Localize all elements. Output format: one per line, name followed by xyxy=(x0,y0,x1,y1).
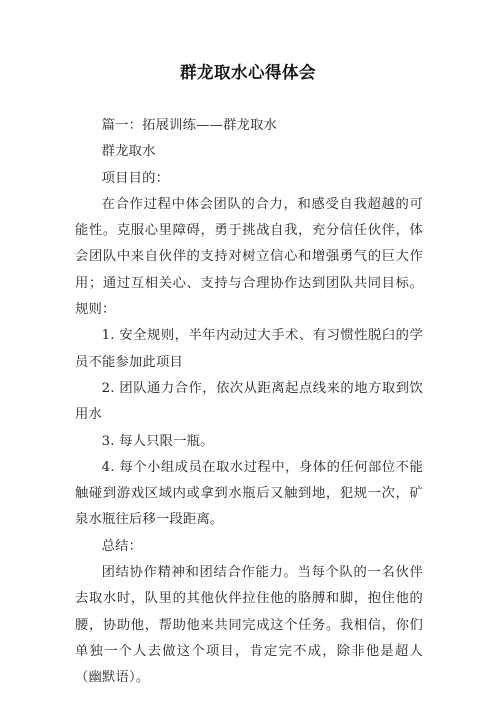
summary-paragraph: 团结协作精神和团结合作能力。当每个队的一名伙伴去取水时，队里的其他伙伴拉住他的胳膊和脚，抱住他的腰，协助他，帮助他来共同完成这个任务。我相信，你们单独一个人去做这个项目，肯定完不成，除非他是超人（幽默语）。 xyxy=(75,565,423,686)
rule-item-4: 4. 每个小组成员在取水过程中，身体的任何部位不能触碰到游戏区域内或拿到水瓶后又触到地，犯规一次，矿泉水瓶往后移一段距离。 xyxy=(75,459,423,528)
summary-heading: 总结： xyxy=(101,538,143,554)
purpose-paragraph: 在合作过程中体会团队的合力，和感受自我超越的可能性。克服心里障碍，勇于挑战自我，充分信任伙伴，体会团队中来自伙伴的支持对树立信心和增强勇气的巨大作用；通过互相关心、支持与合理协作达到团队共同目标。 规则： xyxy=(75,196,423,318)
project-name: 群龙取水 xyxy=(101,144,156,160)
document-title: 群龙取水心得体会 xyxy=(180,63,316,82)
rule-item-2: 2. 团队通力合作，依次从距离起点线来的地方取到饮用水 xyxy=(75,380,423,423)
document-body xyxy=(75,113,423,692)
rule-item-3: 3. 每人只限一瓶。 xyxy=(101,433,214,449)
purpose-heading: 项目目的： xyxy=(101,170,170,186)
section-heading: 篇一：拓展训练——群龙取水 xyxy=(101,118,278,133)
rule-item-1: 1. 安全规则，半年内动过大手术、有习惯性脱臼的学员不能参加此项目 xyxy=(75,328,423,370)
